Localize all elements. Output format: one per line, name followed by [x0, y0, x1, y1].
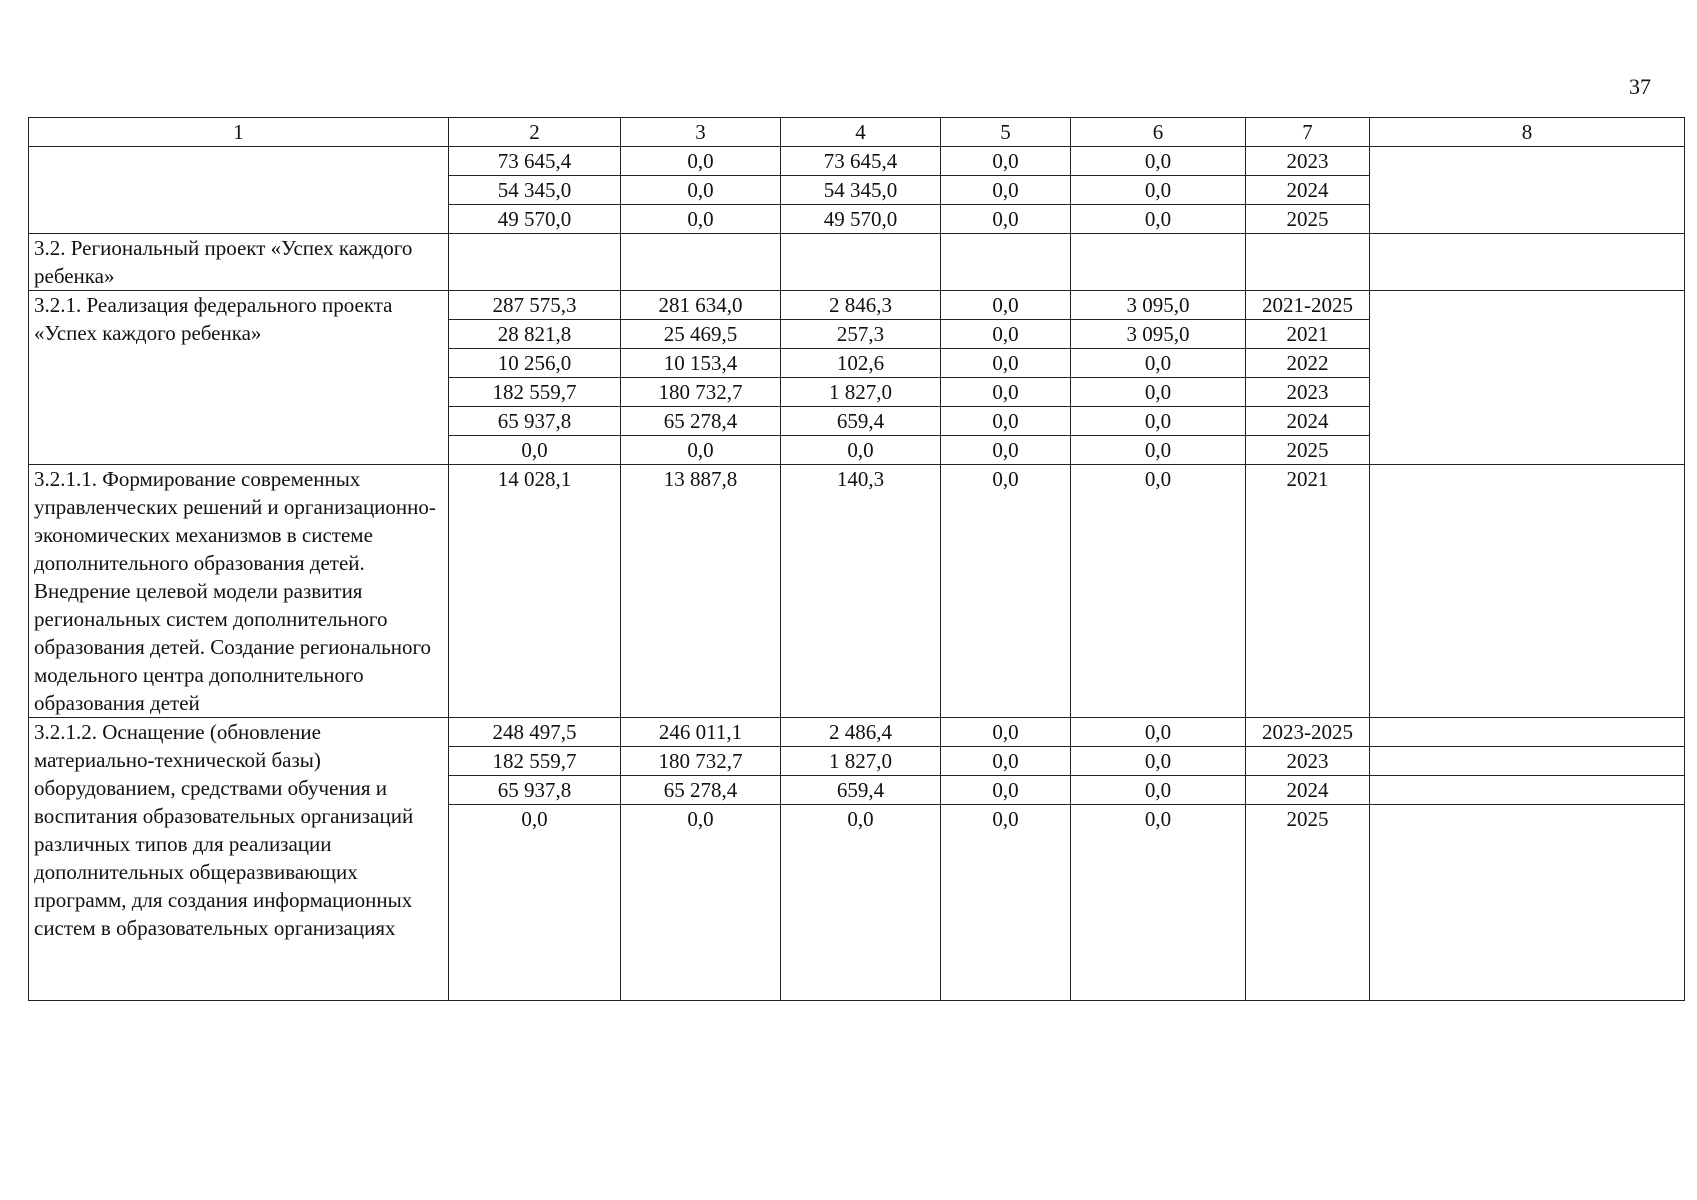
- year-cell: 2021: [1246, 465, 1370, 718]
- value-cell: 659,4: [781, 407, 941, 436]
- header-cell: 5: [941, 118, 1071, 147]
- year-cell: 2025: [1246, 805, 1370, 1001]
- value-cell: 0,0: [1071, 176, 1246, 205]
- empty-cell: [1246, 234, 1370, 291]
- table-row: [29, 718, 1685, 747]
- empty-cell: [1071, 234, 1246, 291]
- header-cell: 6: [1071, 118, 1246, 147]
- value-cell: 0,0: [1071, 147, 1246, 176]
- value-cell: 287 575,3: [449, 291, 621, 320]
- note-cell: [1370, 805, 1685, 1001]
- value-cell: 65 278,4: [621, 776, 781, 805]
- value-cell: 0,0: [941, 147, 1071, 176]
- row-name: 3.2.1.1. Формирование современных управленческих решений и организационно-экономических механизмов в системе дополнительного образования детей. Внедрение целевой модели развития региональных систем дополнительного образования детей. Создание регионального модельного центра дополнительного образования детей: [29, 465, 449, 718]
- value-cell: 102,6: [781, 349, 941, 378]
- note-cell: [1370, 747, 1685, 776]
- value-cell: 10 256,0: [449, 349, 621, 378]
- value-cell: 0,0: [621, 805, 781, 1001]
- value-cell: 14 028,1: [449, 465, 621, 718]
- value-cell: 257,3: [781, 320, 941, 349]
- note-cell: [1370, 234, 1685, 291]
- row-name: 3.2.1.2. Оснащение (обновление материально-технической базы) оборудованием, средствами обучения и воспитания образовательных организаций различных типов для реализации дополнительных общеразвивающих программ, для создания информационных систем в образовательных организациях: [29, 718, 449, 1001]
- value-cell: 0,0: [1071, 718, 1246, 747]
- year-cell: 2024: [1246, 776, 1370, 805]
- value-cell: 65 937,8: [449, 776, 621, 805]
- value-cell: 73 645,4: [449, 147, 621, 176]
- value-cell: 659,4: [781, 776, 941, 805]
- header-cell: 2: [449, 118, 621, 147]
- year-cell: 2023: [1246, 147, 1370, 176]
- value-cell: 0,0: [1071, 436, 1246, 465]
- value-cell: 0,0: [941, 320, 1071, 349]
- header-row: [29, 118, 1685, 147]
- value-cell: 0,0: [1071, 805, 1246, 1001]
- year-cell: 2025: [1246, 436, 1370, 465]
- value-cell: 180 732,7: [621, 378, 781, 407]
- value-cell: 0,0: [941, 465, 1071, 718]
- value-cell: 140,3: [781, 465, 941, 718]
- value-cell: 10 153,4: [621, 349, 781, 378]
- row-name: 3.2.1. Реализация федерального проекта «Успех каждого ребенка»: [29, 291, 449, 465]
- value-cell: 0,0: [621, 205, 781, 234]
- value-cell: 0,0: [941, 378, 1071, 407]
- value-cell: 2 486,4: [781, 718, 941, 747]
- note-cell: [1370, 718, 1685, 747]
- value-cell: 0,0: [941, 436, 1071, 465]
- year-cell: 2021-2025: [1246, 291, 1370, 320]
- value-cell: 3 095,0: [1071, 291, 1246, 320]
- value-cell: 0,0: [1071, 205, 1246, 234]
- value-cell: 1 827,0: [781, 747, 941, 776]
- note-cell: [1370, 776, 1685, 805]
- value-cell: 0,0: [941, 291, 1071, 320]
- budget-table: [28, 117, 1685, 1001]
- header-cell: 4: [781, 118, 941, 147]
- value-cell: 182 559,7: [449, 747, 621, 776]
- value-cell: 54 345,0: [449, 176, 621, 205]
- year-cell: 2025: [1246, 205, 1370, 234]
- value-cell: 13 887,8: [621, 465, 781, 718]
- value-cell: 25 469,5: [621, 320, 781, 349]
- value-cell: 182 559,7: [449, 378, 621, 407]
- year-cell: 2023: [1246, 747, 1370, 776]
- value-cell: 54 345,0: [781, 176, 941, 205]
- note-cell: [1370, 465, 1685, 718]
- empty-cell: [781, 234, 941, 291]
- value-cell: 0,0: [1071, 378, 1246, 407]
- value-cell: 180 732,7: [621, 747, 781, 776]
- value-cell: 0,0: [449, 805, 621, 1001]
- header-cell: 3: [621, 118, 781, 147]
- value-cell: 281 634,0: [621, 291, 781, 320]
- note-cell: [1370, 147, 1685, 234]
- value-cell: 65 937,8: [449, 407, 621, 436]
- value-cell: 0,0: [1071, 747, 1246, 776]
- header-cell: 1: [29, 118, 449, 147]
- value-cell: 0,0: [1071, 776, 1246, 805]
- header-cell: 8: [1370, 118, 1685, 147]
- value-cell: 0,0: [941, 805, 1071, 1001]
- empty-cell: [621, 234, 781, 291]
- value-cell: 0,0: [941, 176, 1071, 205]
- table-row: [29, 291, 1685, 320]
- year-cell: 2024: [1246, 176, 1370, 205]
- value-cell: 0,0: [1071, 465, 1246, 718]
- table-row: [29, 147, 1685, 176]
- value-cell: 73 645,4: [781, 147, 941, 176]
- year-cell: 2023: [1246, 378, 1370, 407]
- year-cell: 2021: [1246, 320, 1370, 349]
- value-cell: 1 827,0: [781, 378, 941, 407]
- year-cell: 2023-2025: [1246, 718, 1370, 747]
- value-cell: 0,0: [941, 349, 1071, 378]
- value-cell: 0,0: [1071, 349, 1246, 378]
- row-name: 3.2. Региональный проект «Успех каждого ребенка»: [29, 234, 449, 291]
- value-cell: 0,0: [941, 718, 1071, 747]
- value-cell: 0,0: [781, 805, 941, 1001]
- value-cell: 2 846,3: [781, 291, 941, 320]
- value-cell: 0,0: [941, 776, 1071, 805]
- year-cell: 2024: [1246, 407, 1370, 436]
- value-cell: 248 497,5: [449, 718, 621, 747]
- value-cell: 0,0: [621, 147, 781, 176]
- empty-cell: [941, 234, 1071, 291]
- table-row: [29, 465, 1685, 718]
- value-cell: 0,0: [941, 205, 1071, 234]
- value-cell: 0,0: [621, 436, 781, 465]
- table-row: [29, 234, 1685, 291]
- year-cell: 2022: [1246, 349, 1370, 378]
- value-cell: 49 570,0: [781, 205, 941, 234]
- page-number: 37: [1629, 74, 1651, 99]
- value-cell: 0,0: [941, 747, 1071, 776]
- value-cell: 65 278,4: [621, 407, 781, 436]
- row-name-empty: [29, 147, 449, 234]
- header-cell: 7: [1246, 118, 1370, 147]
- value-cell: 0,0: [781, 436, 941, 465]
- empty-cell: [449, 234, 621, 291]
- note-cell: [1370, 291, 1685, 465]
- value-cell: 0,0: [941, 407, 1071, 436]
- value-cell: 28 821,8: [449, 320, 621, 349]
- value-cell: 3 095,0: [1071, 320, 1246, 349]
- value-cell: 0,0: [449, 436, 621, 465]
- value-cell: 246 011,1: [621, 718, 781, 747]
- value-cell: 49 570,0: [449, 205, 621, 234]
- value-cell: 0,0: [621, 176, 781, 205]
- value-cell: 0,0: [1071, 407, 1246, 436]
